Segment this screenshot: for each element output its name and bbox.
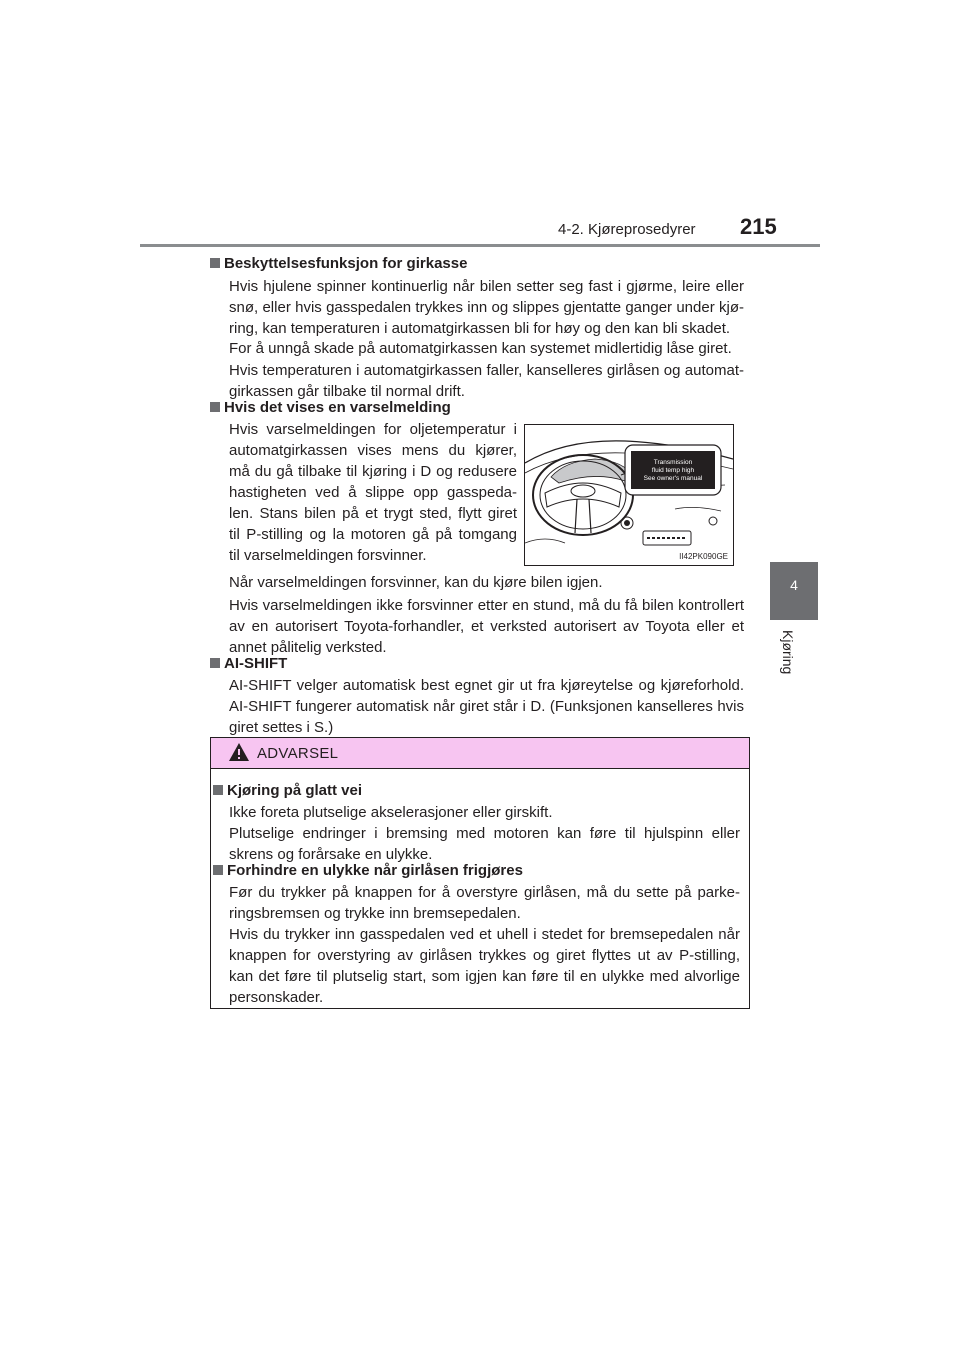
chapter-number: 4 <box>790 577 798 593</box>
paragraph <box>229 802 740 865</box>
steering-wheel-illustration <box>525 425 733 565</box>
text-line: snø, eller hvis gasspedalen trykkes inn og slippes gjentatte ganger under kjø- <box>229 299 744 316</box>
text-line: Når varselmeldingen forsvinner, kan du kjøre bilen igjen. <box>229 574 603 591</box>
text-line: AI-SHIFT fungerer automatisk når giret står i D. (Funksjonen kanselleres hvis <box>229 698 744 715</box>
section-heading <box>210 254 467 274</box>
text-line: Ikke foreta plutselige akselerasjoner eller girskift. <box>229 804 553 821</box>
square-bullet-icon <box>210 402 220 412</box>
square-bullet-icon <box>210 258 220 268</box>
paragraph <box>229 572 744 593</box>
text-line: AI-SHIFT velger automatisk best egnet gir ut fra kjøreytelse og kjøreforhold. <box>229 677 744 694</box>
display-message-line: See owner's manual <box>643 475 703 482</box>
text-line: Hvis du trykker inn gasspedalen ved et uhell i stedet for bremsepedalen når <box>229 926 740 943</box>
running-header-section: 4-2. Kjøreprosedyrer <box>558 221 696 238</box>
paragraph <box>229 419 517 566</box>
paragraph <box>229 924 740 1008</box>
chapter-label: Kjøring <box>780 630 796 675</box>
section-heading <box>210 654 287 674</box>
warning-triangle-icon <box>228 742 250 762</box>
text-line: knappen for overstyring av girlåsen trykkes og giret flyttes ut av P-stilling, <box>229 947 740 964</box>
text-line: skrens og forårsake en ulykke. <box>229 846 433 863</box>
text-line: til varselmeldingen forsvinner. <box>229 547 427 564</box>
paragraph <box>229 360 744 402</box>
dashboard-illustration <box>524 424 734 566</box>
warning-header <box>211 738 749 769</box>
page-number: 215 <box>740 214 777 239</box>
chapter-tab <box>770 562 818 620</box>
warning-item-heading <box>213 781 362 801</box>
square-bullet-icon <box>213 785 223 795</box>
text-line: til P-stilling og la motoren gå på tomgang <box>229 526 517 543</box>
text-line: For å unngå skade på automatgirkassen kan systemet midlertidig låse giret. <box>229 340 732 357</box>
square-bullet-icon <box>213 865 223 875</box>
text-line: av en autorisert Toyota-forhandler, et verksted autorisert av Toyota eller et <box>229 618 744 635</box>
paragraph <box>229 338 744 359</box>
text-line: Før du trykker på knappen for å overstyre girlåsen, må du sette på parke- <box>229 884 740 901</box>
warning-item-heading <box>213 861 523 881</box>
text-line: Hvis temperaturen i automatgirkassen faller, kanselleres girlåsen og automat- <box>229 362 744 379</box>
text-line: kan det føre til plutselig start, som igjen kan føre til en ulykke med alvorlige <box>229 968 740 985</box>
text-line: giret settes i S.) <box>229 719 334 736</box>
text-line: Hvis varselmeldingen for oljetemperatur i <box>229 421 517 438</box>
illustration-code: II42PK090GE <box>679 552 728 561</box>
text-line: Hvis varselmeldingen ikke forsvinner etter en stund, må du få bilen kontrollert <box>229 597 744 614</box>
warning-box <box>210 737 750 1009</box>
section-heading <box>210 398 451 418</box>
text-line: annet pålitelig verksted. <box>229 639 387 656</box>
text-line: Hvis hjulene spinner kontinuerlig når bilen setter seg fast i gjørme, leire eller <box>229 278 744 295</box>
square-bullet-icon <box>210 658 220 668</box>
text-line: ringsbremsen og trykke inn bremsepedalen. <box>229 905 521 922</box>
paragraph <box>229 675 744 738</box>
warning-title: ADVARSEL <box>257 745 339 762</box>
section-heading-text: Beskyttelsesfunksjon for girkasse <box>224 255 468 272</box>
text-line: len. Stans bilen på et trygt sted, flytt giret <box>229 505 517 522</box>
section-heading-text: AI-SHIFT <box>224 655 288 672</box>
paragraph <box>229 276 744 339</box>
text-line: må du gå tilbake til kjøring i D og redusere <box>229 463 517 480</box>
text-line: automatgirkassen vises mens du kjører, <box>229 442 517 459</box>
text-line: personskader. <box>229 989 324 1006</box>
paragraph <box>229 882 740 924</box>
header-rule <box>140 244 820 247</box>
warning-item-heading-text: Kjøring på glatt vei <box>227 782 363 799</box>
text-line: Plutselige endringer i bremsing med motoren kan føre til hjulspinn eller <box>229 825 740 842</box>
display-message-line: Transmission <box>653 459 693 466</box>
text-line: girkassen går tilbake til normal drift. <box>229 383 465 400</box>
text-line: ring, kan temperaturen i automatgirkassen bli for høy og den kan bli skadet. <box>229 320 731 337</box>
section-heading-text: Hvis det vises en varselmelding <box>224 399 451 416</box>
warning-item-heading-text: Forhindre en ulykke når girlåsen frigjøres <box>227 862 523 879</box>
paragraph <box>229 595 744 658</box>
display-message-line: fluid temp high <box>651 467 695 474</box>
text-line: hastigheten ved å slippe opp gasspeda- <box>229 484 517 501</box>
